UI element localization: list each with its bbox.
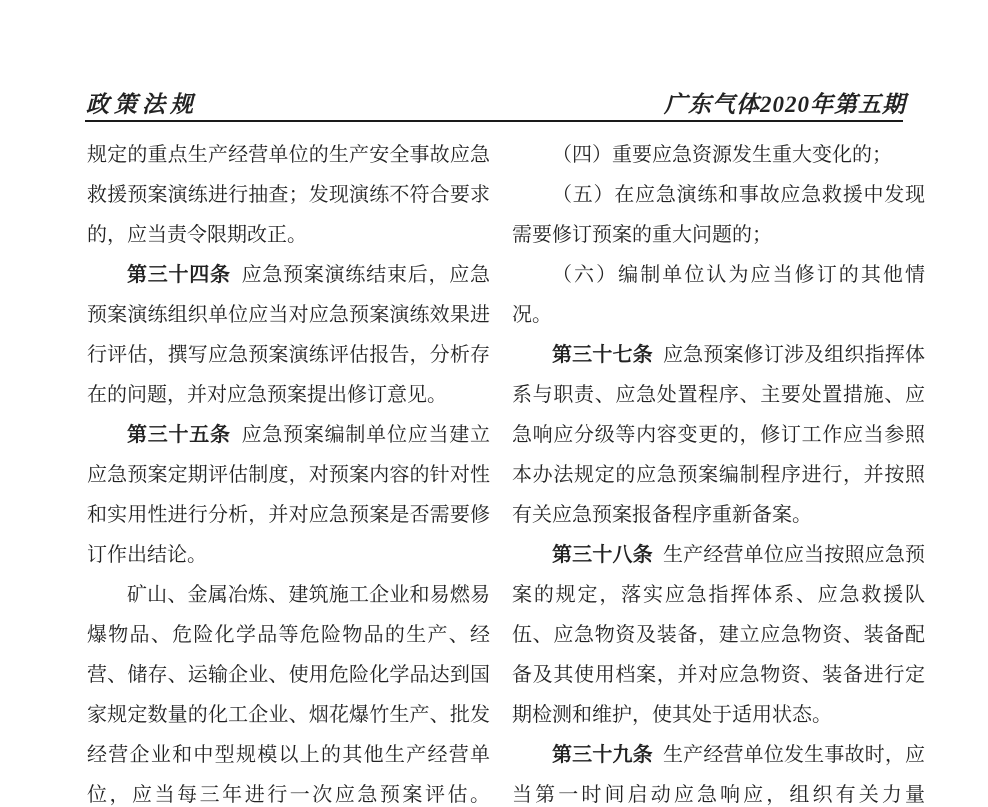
page-content	[87, 135, 925, 807]
paragraph: 规定的重点生产经营单位的生产安全事故应急救援预案演练进行抽查；发现演练不符合要求的，应当责令限期改正。	[87, 144, 490, 246]
column-left	[87, 135, 490, 807]
section-title: 政策法规	[86, 92, 198, 117]
article-paragraph: 第三十九条 生产经营单位发生事故时，应当第一时间启动应急响应，组织有关力量	[512, 744, 926, 806]
article-number: 第三十五条	[127, 424, 231, 446]
column-right	[512, 135, 925, 807]
paragraph: （五）在应急演练和事故应急救援中发现需要修订预案的重大问题的；	[512, 184, 925, 246]
article-paragraph: 第三十八条 生产经营单位应当按照应急预案的规定，落实应急指挥体系、应急救援队伍、应急物资及装备，建立应急物资、装备配备及其使用档案，并对应急物资、装备进行定期检测和维护，使其处于适用状态。	[512, 544, 926, 726]
paragraph: （六）编制单位认为应当修订的其他情况。	[512, 264, 925, 326]
page-header	[86, 86, 906, 119]
issue-title: 广东气体2020年第五期	[664, 92, 906, 117]
article-number: 第三十四条	[127, 264, 231, 286]
paragraph: （四）重要应急资源发生重大变化的；	[552, 144, 892, 166]
article-paragraph: 第三十四条 应急预案演练结束后，应急预案演练组织单位应当对应急预案演练效果进行评估，撰写应急预案演练评估报告，分析存在的问题，并对应急预案提出修订意见。	[87, 264, 491, 406]
paragraph: 矿山、金属冶炼、建筑施工企业和易燃易爆物品、危险化学品等危险物品的生产、经营、储存、运输企业、使用危险化学品达到国家规定数量的化工企业、烟花爆竹生产、批发经营企业和中型规模以上的其他生产经营单位，应当每三年进行一次应急预案评估。	[87, 584, 490, 806]
article-paragraph: 第三十五条 应急预案编制单位应当建立应急预案定期评估制度，对预案内容的针对性和实用性进行分析，并对应急预案是否需要修订作出结论。	[87, 424, 491, 566]
article-number: 第三十七条	[552, 344, 653, 366]
article-number: 第三十九条	[552, 744, 653, 766]
article-paragraph: 第三十七条 应急预案修订涉及组织指挥体系与职责、应急处置程序、主要处置措施、应急响应分级等内容变更的，修订工作应当参照本办法规定的应急预案编制程序进行，并按照有关应急预案报备程序重新备案。	[512, 344, 926, 526]
header-rule	[85, 120, 903, 122]
article-number: 第三十八条	[552, 544, 653, 566]
